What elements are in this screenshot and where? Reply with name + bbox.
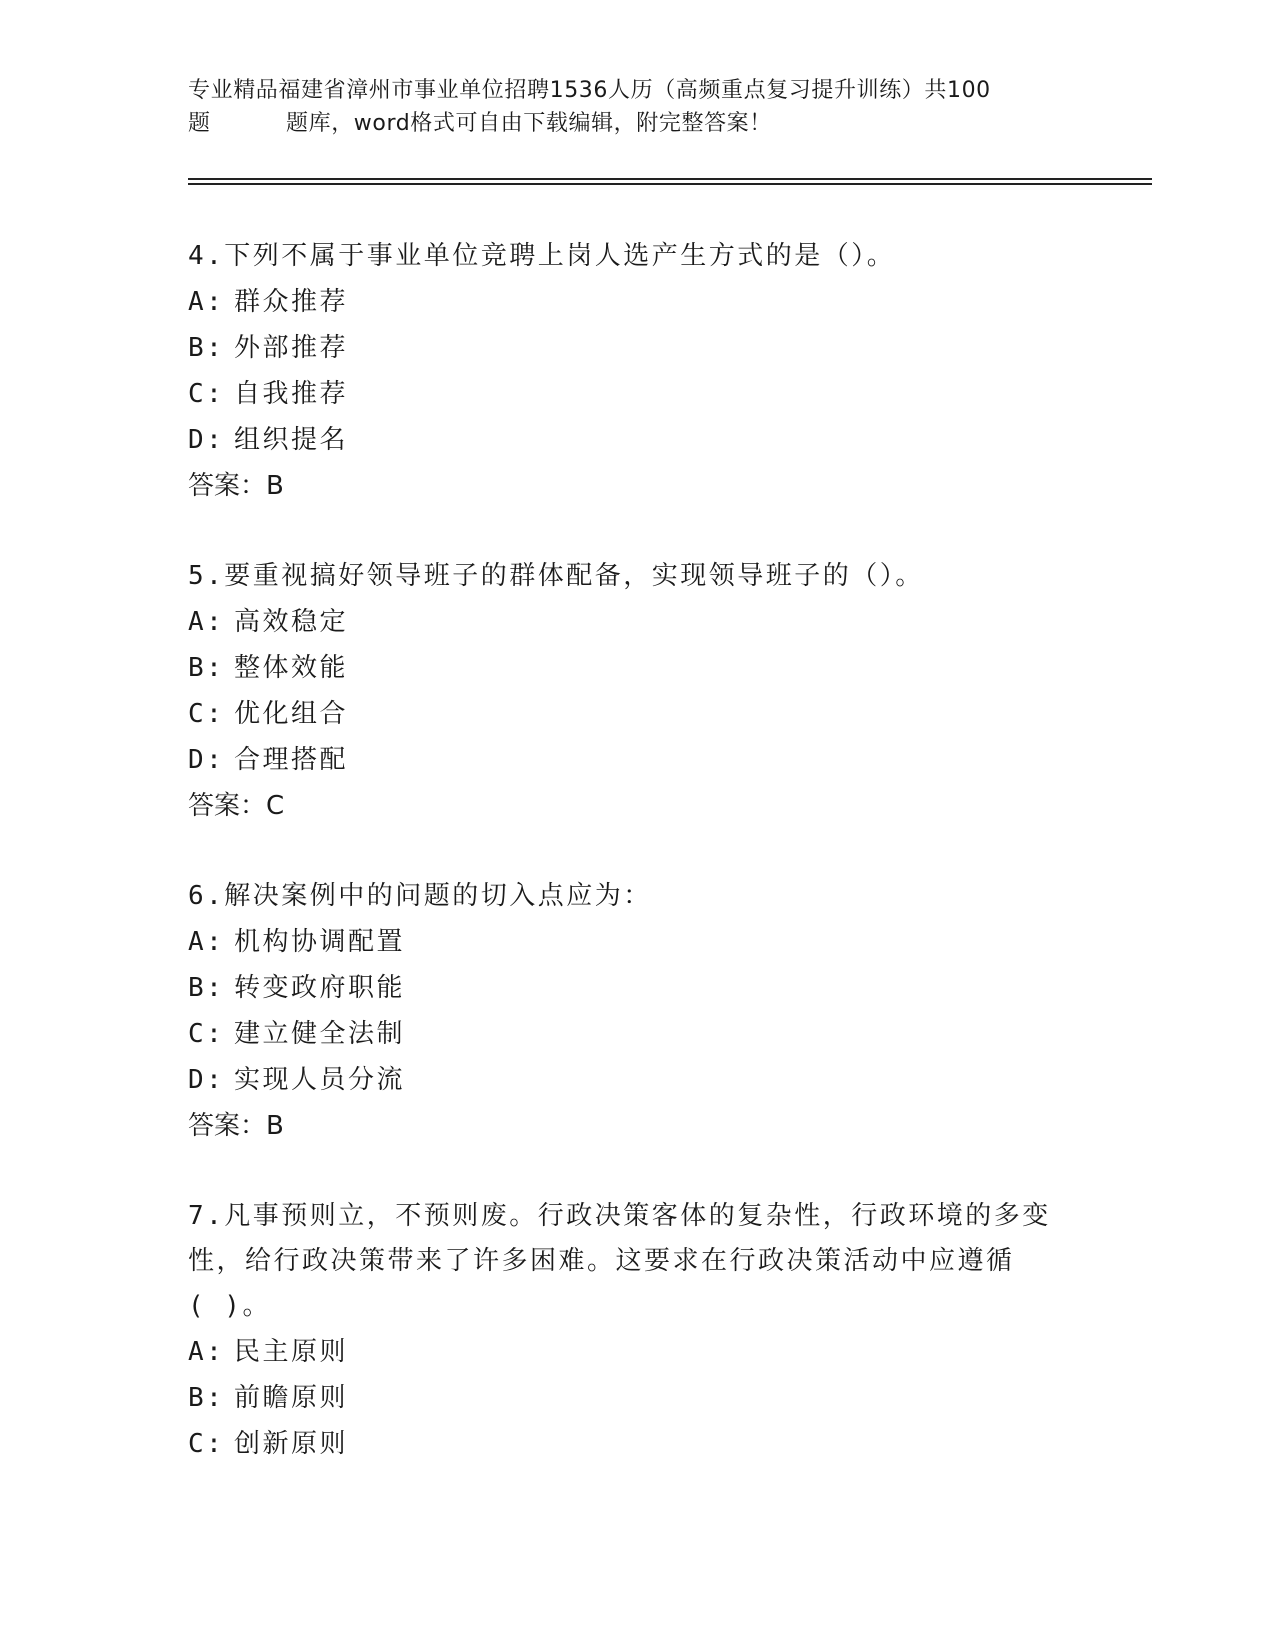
header-line-2-text: 题库，word格式可自由下载编辑，附完整答案！ [286, 111, 772, 136]
option-key: B: [188, 333, 225, 363]
answer: 答案：B [188, 471, 284, 501]
option-a [188, 279, 1088, 325]
option-b [188, 645, 1088, 691]
option-b [188, 1375, 1088, 1421]
option-c [188, 691, 1088, 737]
option-text: 转变政府职能 [234, 973, 406, 1003]
option-key: D: [188, 745, 225, 775]
header-line-2-prefix: 题 [188, 111, 211, 136]
question-4 [188, 234, 1088, 509]
option-d [188, 417, 1088, 463]
option-a [188, 919, 1088, 965]
option-b [188, 325, 1088, 371]
option-text: 机构协调配置 [234, 927, 406, 957]
option-text: 外部推荐 [234, 333, 349, 363]
option-text: 优化组合 [234, 699, 349, 729]
option-text: 建立健全法制 [234, 1019, 406, 1049]
question-7 [188, 1194, 1088, 1467]
option-text: 前瞻原则 [234, 1383, 349, 1413]
option-key: D: [188, 425, 225, 455]
option-key: D: [188, 1065, 225, 1095]
option-key: C: [188, 1429, 225, 1459]
question-text-line-1: 7.凡事预则立，不预则废。行政决策客体的复杂性，行政环境的多变 [188, 1201, 1051, 1231]
option-key: A: [188, 287, 225, 317]
question-text-line-3: ( )。 [188, 1291, 271, 1321]
header-divider-top [188, 178, 1152, 180]
answer: 答案：B [188, 1111, 284, 1141]
question-text: 4.下列不属于事业单位竞聘上岗人选产生方式的是（）。 [188, 241, 896, 271]
question-5 [188, 554, 1088, 829]
option-text: 高效稳定 [234, 607, 349, 637]
document-header [188, 74, 1068, 140]
option-text: 整体效能 [234, 653, 349, 683]
option-key: B: [188, 653, 225, 683]
option-key: A: [188, 607, 225, 637]
option-c [188, 371, 1088, 417]
option-text: 民主原则 [234, 1337, 349, 1367]
option-key: A: [188, 927, 225, 957]
header-line-1: 专业精品福建省漳州市事业单位招聘1536人历（高频重点复习提升训练）共100 [188, 78, 991, 103]
option-d [188, 737, 1088, 783]
question-text: 6.解决案例中的问题的切入点应为： [188, 881, 652, 911]
header-divider-bottom [188, 183, 1152, 185]
option-c [188, 1011, 1088, 1057]
option-c [188, 1421, 1088, 1467]
option-text: 自我推荐 [234, 379, 349, 409]
option-key: C: [188, 379, 225, 409]
option-key: C: [188, 699, 225, 729]
option-b [188, 965, 1088, 1011]
question-text-line-2: 性，给行政决策带来了许多困难。这要求在行政决策活动中应遵循 [188, 1246, 1015, 1276]
option-text: 合理搭配 [234, 745, 349, 775]
header-line-2 [188, 107, 1068, 140]
question-text: 5.要重视搞好领导班子的群体配备，实现领导班子的（）。 [188, 561, 924, 591]
option-text: 组织提名 [234, 425, 349, 455]
answer: 答案：C [188, 791, 285, 821]
option-key: B: [188, 973, 225, 1003]
option-text: 群众推荐 [234, 287, 349, 317]
option-key: A: [188, 1337, 225, 1367]
question-6 [188, 874, 1088, 1149]
option-key: C: [188, 1019, 225, 1049]
option-key: B: [188, 1383, 225, 1413]
option-text: 创新原则 [234, 1429, 349, 1459]
option-d [188, 1057, 1088, 1103]
option-a [188, 599, 1088, 645]
option-a [188, 1329, 1088, 1375]
option-text: 实现人员分流 [234, 1065, 406, 1095]
